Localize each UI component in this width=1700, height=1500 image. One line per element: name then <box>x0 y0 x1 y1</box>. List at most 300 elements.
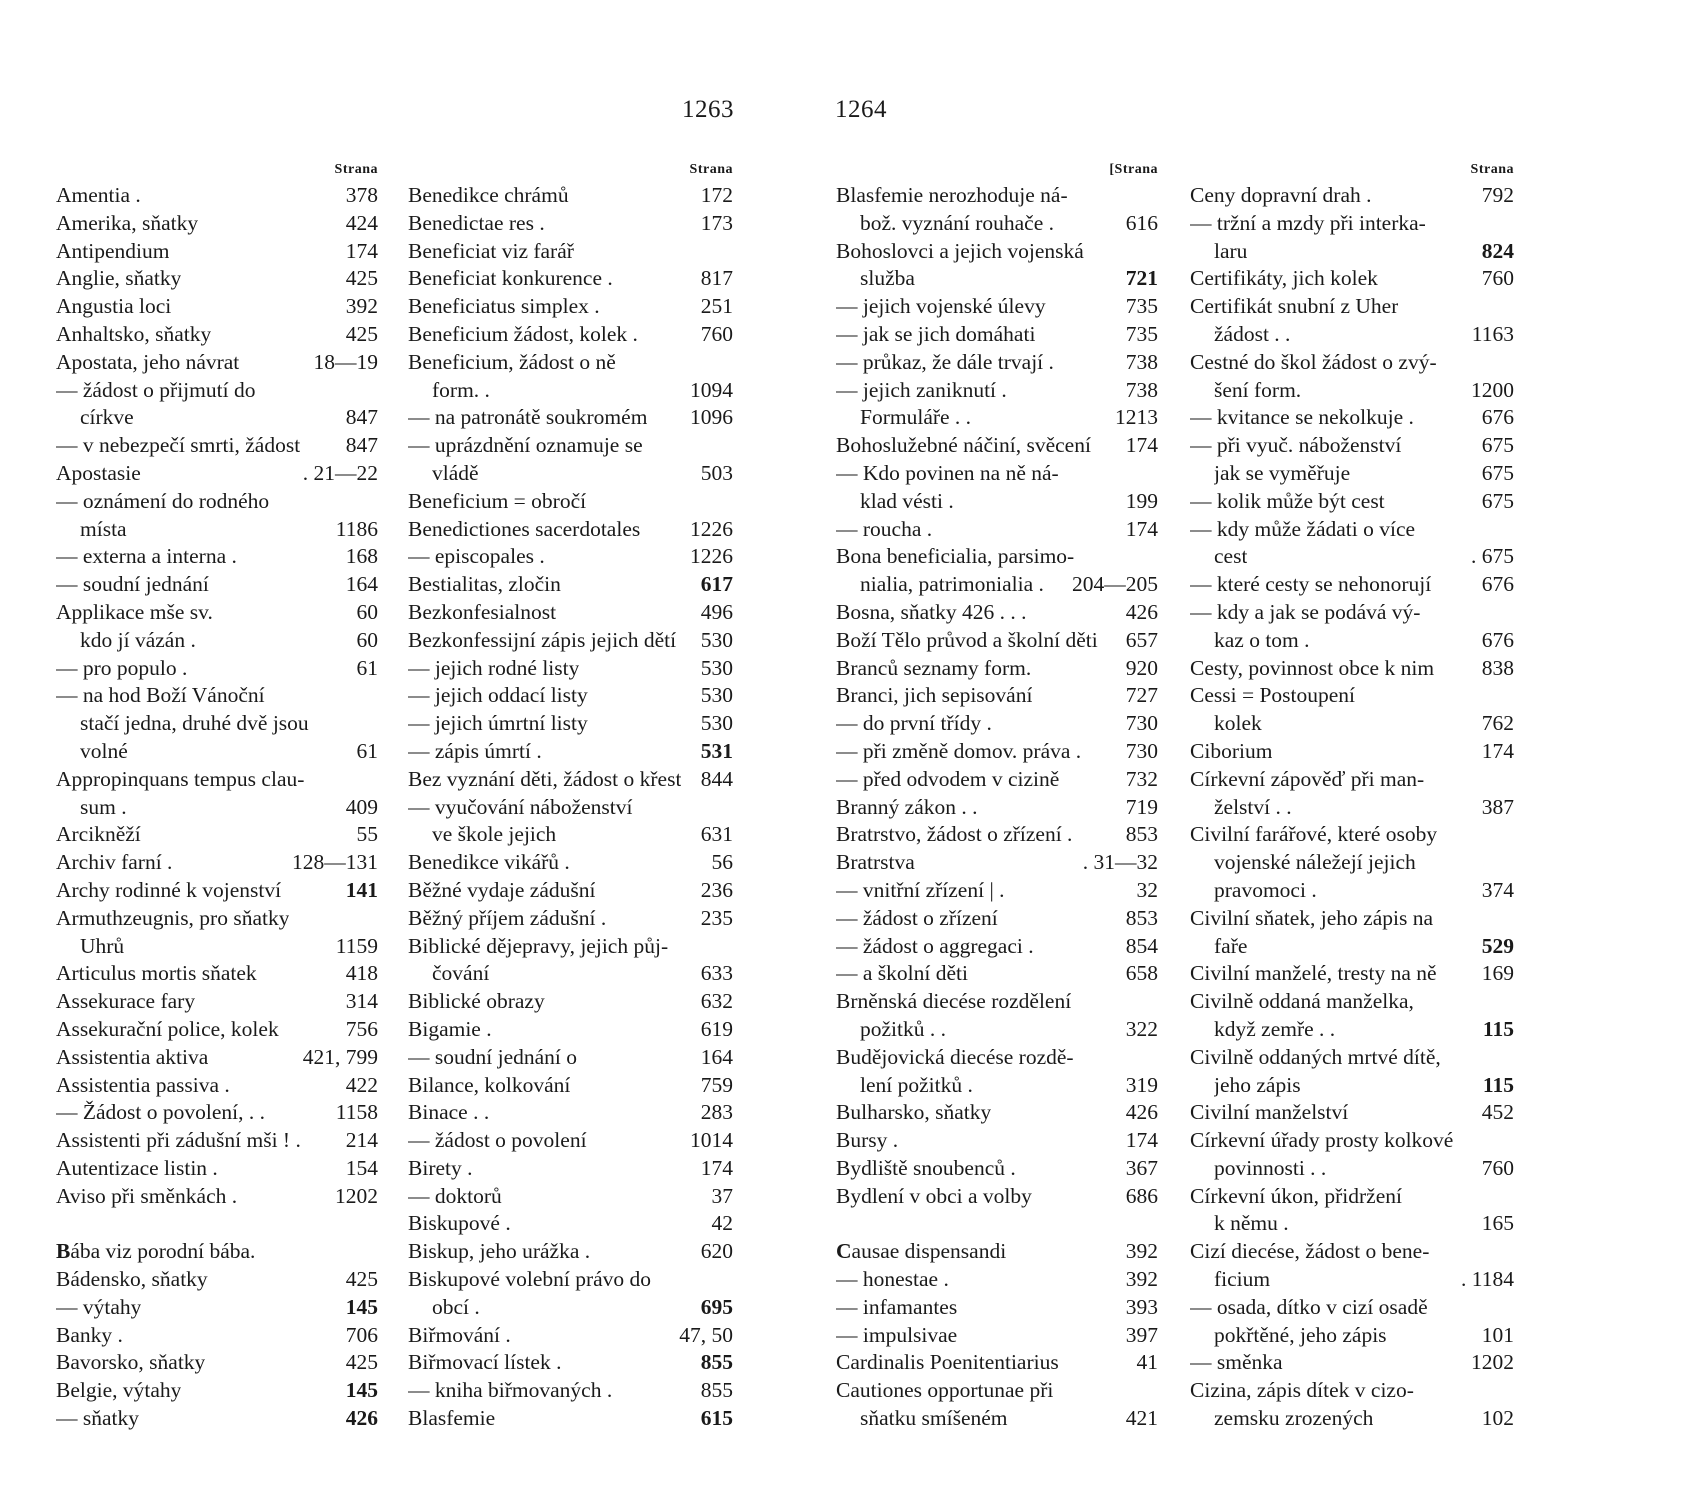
page-reference: 1014 <box>690 1128 733 1153</box>
index-entry <box>56 1155 378 1183</box>
index-entry <box>836 432 1158 460</box>
page-reference: 1096 <box>690 405 733 430</box>
index-entry <box>1190 1183 1514 1211</box>
index-entry <box>56 1072 378 1100</box>
page-reference: 738 <box>1125 349 1158 374</box>
entry-term: — kniha biřmovaných . <box>408 1378 613 1403</box>
index-entry <box>56 1016 378 1044</box>
entry-term: Anhaltsko, sňatky <box>56 321 212 346</box>
page-reference: 55 <box>356 822 378 847</box>
page-reference: 174 <box>1481 738 1514 763</box>
index-entry-continuation <box>836 404 1158 432</box>
page-reference: 762 <box>1481 711 1514 736</box>
page-reference: 174 <box>1125 1128 1158 1153</box>
index-entry <box>836 377 1158 405</box>
page-reference: 145 <box>345 1378 378 1403</box>
page-reference: 426 <box>1125 599 1158 624</box>
entry-term: Belgie, výtahy <box>56 1378 182 1403</box>
index-entry <box>1190 655 1514 683</box>
entry-term: — episcopales . <box>408 544 545 569</box>
index-entry <box>56 265 378 293</box>
index-entry-continuation <box>408 1294 733 1322</box>
entry-term: Bezkonfessijní zápis jejich dětí <box>408 627 677 652</box>
page-reference: 141 <box>345 877 378 902</box>
page-reference: 128—131 <box>292 850 378 875</box>
index-entry <box>408 738 733 766</box>
section-gap <box>56 1210 378 1238</box>
index-entry <box>408 1183 733 1211</box>
entry-term <box>836 1238 1006 1266</box>
page-reference: 424 <box>345 210 378 235</box>
page-reference: 847 <box>345 405 378 430</box>
page-reference: 530 <box>700 683 733 708</box>
page-reference: 1186 <box>335 516 378 541</box>
index-entry <box>408 988 733 1016</box>
entry-term: — soudní jednání <box>56 572 209 597</box>
index-entry <box>408 849 733 877</box>
entry-term: Cessi = Postoupení <box>1190 683 1356 708</box>
index-entry <box>836 182 1158 210</box>
entry-term: — a školní děti <box>836 961 968 986</box>
entry-term-rest: ába viz porodní bába. <box>70 1239 256 1264</box>
entry-term: Biřmovací lístek . <box>408 1350 562 1375</box>
entry-term: Articulus mortis sňatek <box>56 961 257 986</box>
entry-term: kolek <box>1214 711 1262 736</box>
entry-term: — žádost o aggregaci . <box>836 933 1034 958</box>
index-entry-continuation <box>1190 1405 1514 1433</box>
entry-term: vojenské náležejí jejich <box>1214 850 1416 875</box>
entry-term: Bestialitas, zločin <box>408 572 561 597</box>
entry-term: — pro populo . <box>56 655 188 680</box>
page-reference: 425 <box>345 1267 378 1292</box>
index-entry <box>836 516 1158 544</box>
index-entry <box>408 627 733 655</box>
entry-term: — při vyuč. náboženství <box>1190 433 1402 458</box>
index-entry <box>56 960 378 988</box>
entry-term: Beneficium = obročí <box>408 488 587 513</box>
index-entry <box>408 210 733 238</box>
entry-term: Blasfemie nerozhoduje ná- <box>836 183 1068 207</box>
page-reference: 530 <box>700 655 733 680</box>
page-reference: 421 <box>1125 1406 1158 1431</box>
index-entry-continuation <box>836 1016 1158 1044</box>
index-entry <box>1190 1377 1514 1405</box>
page-reference: 174 <box>700 1155 733 1180</box>
index-entry <box>56 1349 378 1377</box>
index-entry <box>836 1349 1158 1377</box>
index-entry <box>836 960 1158 988</box>
index-entry <box>836 543 1158 571</box>
index-entry <box>836 1322 1158 1350</box>
index-entry <box>408 905 733 933</box>
page-reference: 792 <box>1481 183 1514 207</box>
entry-term: Církevní úkon, přidržení <box>1190 1183 1402 1208</box>
index-entry <box>1190 905 1514 933</box>
entry-term: — osada, dítko v cizí osadě <box>1190 1294 1428 1319</box>
index-entry <box>408 265 733 293</box>
entry-term: Archiv farní . <box>56 850 173 875</box>
index-entry <box>408 404 733 432</box>
entry-term: Armuthzeugnis, pro sňatky <box>56 905 290 930</box>
index-entry <box>56 1266 378 1294</box>
index-entry <box>836 1099 1158 1127</box>
column-heading-strana: Strana <box>334 162 378 177</box>
entry-term: — na hod Boží Vánoční <box>56 683 265 708</box>
index-entry <box>836 1183 1158 1211</box>
index-entry <box>56 1405 378 1433</box>
page-reference: 397 <box>1125 1322 1158 1347</box>
index-entry-continuation <box>836 488 1158 516</box>
entry-term: — infamantes <box>836 1294 958 1319</box>
entry-term: — soudní jednání o <box>408 1044 577 1069</box>
index-entry <box>1190 488 1514 516</box>
entry-term: lení požitků . <box>860 1072 973 1097</box>
page-reference: 426 <box>1125 1100 1158 1125</box>
entry-term: — výtahy <box>56 1294 142 1319</box>
index-entry <box>1190 349 1514 377</box>
page-reference: 426 <box>345 1406 378 1431</box>
page-reference: 174 <box>345 238 378 263</box>
entry-term: Formuláře . . <box>860 405 972 430</box>
index-entry <box>1190 821 1514 849</box>
index-entry <box>408 710 733 738</box>
page-reference: 378 <box>345 183 378 207</box>
page-reference: 732 <box>1125 766 1158 791</box>
page-reference: 920 <box>1125 655 1158 680</box>
entry-term: — jejich oddací listy <box>408 683 588 708</box>
entry-term: stačí jedna, druhé dvě jsou <box>80 711 309 736</box>
entry-term: Birety . <box>408 1155 473 1180</box>
entry-term: kdo jí vázán . <box>80 627 196 652</box>
entry-term-rest: ausae dispensandi <box>851 1239 1007 1264</box>
page-reference: 47, 50 <box>679 1322 733 1347</box>
page-reference: 392 <box>345 294 378 319</box>
page-reference: . 31—32 <box>1082 850 1158 875</box>
index-entry <box>56 1127 378 1155</box>
entry-term: Cautiones opportunae při <box>836 1378 1054 1403</box>
page-reference: 727 <box>1125 683 1158 708</box>
index-entry <box>1190 988 1514 1016</box>
page-reference: 452 <box>1481 1100 1514 1125</box>
page-reference: 37 <box>711 1183 733 1208</box>
index-entry <box>408 238 733 266</box>
index-column-2 <box>408 162 733 1433</box>
page-reference: 367 <box>1125 1155 1158 1180</box>
index-entry <box>408 877 733 905</box>
entry-term: — uprázdnění oznamuje se <box>408 433 643 458</box>
entry-term: šení form. <box>1214 377 1302 402</box>
page-reference: 676 <box>1481 627 1514 652</box>
page-reference: 60 <box>356 627 378 652</box>
index-entry-continuation <box>56 627 378 655</box>
entry-term: Budějovická diecése rozdě- <box>836 1044 1074 1069</box>
index-entry-continuation <box>1190 933 1514 961</box>
page-reference: 1094 <box>690 377 733 402</box>
index-entry-continuation <box>1190 627 1514 655</box>
page-reference: 658 <box>1125 961 1158 986</box>
index-entry <box>836 849 1158 877</box>
entry-term: Cardinalis Poenitentiarius <box>836 1350 1059 1375</box>
page-reference: 374 <box>1481 877 1514 902</box>
page-reference: 631 <box>700 822 733 847</box>
page-reference: 760 <box>1481 1155 1514 1180</box>
index-entry <box>56 543 378 571</box>
page-reference: 503 <box>700 460 733 485</box>
entry-term: Certifikát snubní z Uher <box>1190 294 1399 319</box>
index-entry <box>408 1016 733 1044</box>
index-entry-continuation <box>56 516 378 544</box>
index-entry <box>1190 599 1514 627</box>
index-entry <box>408 1266 733 1294</box>
index-column-4 <box>1190 162 1514 1433</box>
index-entry <box>1190 432 1514 460</box>
index-entry <box>56 1183 378 1211</box>
page-reference: 56 <box>711 850 733 875</box>
index-entry <box>56 655 378 683</box>
index-entry <box>56 1238 378 1266</box>
entry-term: — před odvodem v cizině <box>836 766 1060 791</box>
page-number-left: 1263 <box>682 96 734 123</box>
entry-term: — zápis úmrtí . <box>408 738 542 763</box>
entry-term: Bezkonfesialnost <box>408 599 557 624</box>
entry-term: Cizí diecése, žádost o bene- <box>1190 1239 1430 1264</box>
index-entry-continuation <box>836 265 1158 293</box>
index-entry <box>1190 1044 1514 1072</box>
index-entry <box>1190 1099 1514 1127</box>
page-reference: 496 <box>700 599 733 624</box>
entry-term: — žádost o zřízení <box>836 905 998 930</box>
entry-term: Bosna, sňatky 426 . . . <box>836 599 1027 624</box>
entry-term: žádost . . <box>1214 321 1291 346</box>
entry-term: požitků . . <box>860 1016 946 1041</box>
page-reference: 41 <box>1136 1350 1158 1375</box>
entry-term: Bigamie . <box>408 1016 492 1041</box>
index-entry <box>836 905 1158 933</box>
entry-term: — na patronátě soukromém <box>408 405 648 430</box>
index-entry-continuation <box>836 210 1158 238</box>
page-reference: 759 <box>700 1072 733 1097</box>
page-reference: 531 <box>700 738 733 763</box>
entry-term: Běžný příjem zádušní . <box>408 905 607 930</box>
page-reference: 214 <box>345 1128 378 1153</box>
index-entry <box>56 877 378 905</box>
index-entry <box>836 1238 1158 1266</box>
page-reference: 824 <box>1481 238 1514 263</box>
page-reference: 164 <box>345 572 378 597</box>
entry-term: Bratrstva <box>836 850 915 875</box>
index-entry-continuation <box>56 710 378 738</box>
entry-term: — žádost o přijmutí do <box>56 377 256 402</box>
page-reference: 236 <box>700 877 733 902</box>
page-reference: 392 <box>1125 1239 1158 1264</box>
page-reference: 855 <box>700 1350 733 1375</box>
entry-term: — jejich zaniknutí . <box>836 377 1007 402</box>
index-entry <box>408 933 733 961</box>
entry-term: Bratrstvo, žádost o zřízení . <box>836 822 1073 847</box>
index-entry <box>408 1072 733 1100</box>
entry-term: Benedikce chrámů <box>408 183 569 207</box>
index-column-1 <box>56 162 378 1433</box>
page-reference: 314 <box>345 989 378 1014</box>
index-entry <box>1190 1294 1514 1322</box>
page-reference: 61 <box>356 738 378 763</box>
entry-term: Blasfemie <box>408 1406 496 1431</box>
index-entry <box>56 1322 378 1350</box>
entry-term: když zemře . . <box>1214 1016 1336 1041</box>
entry-term: Bavorsko, sňatky <box>56 1350 206 1375</box>
index-entry <box>836 293 1158 321</box>
page-reference: 32 <box>1136 877 1158 902</box>
index-entry <box>836 710 1158 738</box>
index-entry <box>1190 766 1514 794</box>
entry-term: služba <box>860 266 915 291</box>
page-reference: 204—205 <box>1072 572 1158 597</box>
page-reference: 425 <box>345 266 378 291</box>
page-reference: 817 <box>700 266 733 291</box>
index-entry <box>836 1377 1158 1405</box>
entry-term: — sňatky <box>56 1406 140 1431</box>
index-entry <box>1190 571 1514 599</box>
page-reference: 675 <box>1481 488 1514 513</box>
page-reference: 421, 799 <box>302 1044 378 1069</box>
index-entry-continuation <box>836 1405 1158 1433</box>
page-reference: 393 <box>1125 1294 1158 1319</box>
entry-term: — které cesty se nehonorují <box>1190 572 1432 597</box>
index-entry <box>56 766 378 794</box>
entry-term: Apostata, jeho návrat <box>56 349 240 374</box>
index-entry <box>408 655 733 683</box>
index-entry <box>836 933 1158 961</box>
entry-term: — při změně domov. práva . <box>836 738 1082 763</box>
entry-term: Civilní sňatek, jeho zápis na <box>1190 905 1434 930</box>
entry-term: Branný zákon . . <box>836 794 978 819</box>
page-reference: 174 <box>1125 433 1158 458</box>
index-entry <box>56 1099 378 1127</box>
index-entry <box>56 432 378 460</box>
entry-term: Bádensko, sňatky <box>56 1267 208 1292</box>
page-reference: 760 <box>700 321 733 346</box>
entry-term: čování <box>432 961 490 986</box>
entry-term: Beneficium, žádost o ně <box>408 349 616 374</box>
entry-term: Biřmování . <box>408 1322 511 1347</box>
entry-term: místa <box>80 516 127 541</box>
page-reference: 154 <box>345 1155 378 1180</box>
entry-term: Beneficiat konkurence . <box>408 266 613 291</box>
entry-term: — jejich rodné listy <box>408 655 580 680</box>
entry-term: Bohoslužebné náčiní, svěcení <box>836 433 1091 458</box>
entry-term: ve škole jejich <box>432 822 557 847</box>
column-heading-strana: Strana <box>1470 162 1514 177</box>
page-reference: 695 <box>700 1294 733 1319</box>
entry-term: Bohoslovci a jejich vojenská <box>836 238 1084 263</box>
page-reference: 730 <box>1125 711 1158 736</box>
entry-term: Bona beneficialia, parsimo- <box>836 544 1075 569</box>
entry-term: povinnosti . . <box>1214 1155 1327 1180</box>
entry-term: Beneficium žádost, kolek . <box>408 321 638 346</box>
index-entry <box>408 293 733 321</box>
index-entry <box>408 516 733 544</box>
index-entry <box>1190 1238 1514 1266</box>
page-reference: 855 <box>700 1378 733 1403</box>
index-entry-continuation <box>56 933 378 961</box>
page-reference: 617 <box>700 572 733 597</box>
index-entry-continuation <box>1190 1016 1514 1044</box>
page-reference: 615 <box>700 1406 733 1431</box>
page-reference: 1213 <box>1115 405 1158 430</box>
page-reference: 169 <box>1481 961 1514 986</box>
entry-term: Autentizace listin . <box>56 1155 218 1180</box>
page-reference: 735 <box>1125 294 1158 319</box>
page-reference: 172 <box>700 183 733 207</box>
index-entry <box>836 627 1158 655</box>
entry-term: Appropinquans tempus clau- <box>56 766 305 791</box>
index-entry <box>1190 293 1514 321</box>
column-heading-strana: Strana <box>689 162 733 177</box>
page-reference: 173 <box>700 210 733 235</box>
index-entry <box>836 321 1158 349</box>
entry-term: Beneficiatus simplex . <box>408 294 600 319</box>
page-reference: 633 <box>700 961 733 986</box>
index-entry <box>1190 960 1514 988</box>
index-entry-continuation <box>1190 1155 1514 1183</box>
entry-term: Civilní manželství <box>1190 1100 1349 1125</box>
entry-term: — oznámení do rodného <box>56 488 270 513</box>
page-reference: 199 <box>1125 488 1158 513</box>
entry-term: Bilance, kolkování <box>408 1072 571 1097</box>
page-reference: 760 <box>1481 266 1514 291</box>
index-entry <box>56 1294 378 1322</box>
entry-term: — honestae . <box>836 1267 949 1292</box>
index-entry <box>1190 265 1514 293</box>
page-reference: . 675 <box>1471 544 1514 569</box>
entry-term: Assekurační police, kolek <box>56 1016 279 1041</box>
entry-term: Bulharsko, sňatky <box>836 1100 992 1125</box>
entry-term: želství . . <box>1214 794 1292 819</box>
page-reference: 1202 <box>1471 1350 1514 1375</box>
page-reference: 319 <box>1125 1072 1158 1097</box>
entry-term: Civilní farářové, které osoby <box>1190 822 1438 847</box>
index-entry <box>56 377 378 405</box>
entry-term: Amerika, sňatky <box>56 210 199 235</box>
page-reference: 1226 <box>690 516 733 541</box>
page-reference: 409 <box>345 794 378 819</box>
index-entry-continuation <box>836 1072 1158 1100</box>
entry-term: kaz o tom . <box>1214 627 1310 652</box>
entry-term: Boží Tělo průvod a školní děti <box>836 627 1098 652</box>
index-entry <box>836 349 1158 377</box>
entry-term: Angustia loci <box>56 294 172 319</box>
page-reference: 854 <box>1125 933 1158 958</box>
index-entry <box>56 293 378 321</box>
entry-term: Branci, jich sepisování <box>836 683 1033 708</box>
page-reference: 676 <box>1481 405 1514 430</box>
entry-term: Certifikáty, jich kolek <box>1190 266 1378 291</box>
entry-term: ficium <box>1214 1267 1271 1292</box>
page-reference: 756 <box>345 1016 378 1041</box>
entry-term: Binace . . <box>408 1100 490 1125</box>
index-entry-continuation <box>1190 710 1514 738</box>
page-reference: 738 <box>1125 377 1158 402</box>
entry-term: — průkaz, že dále trvají . <box>836 349 1054 374</box>
index-entry <box>56 1377 378 1405</box>
index-entry <box>56 1044 378 1072</box>
index-entry-continuation <box>408 377 733 405</box>
index-entry <box>408 682 733 710</box>
entry-term: — vyučování náboženství <box>408 794 633 819</box>
index-entry <box>56 182 378 210</box>
index-entry <box>56 210 378 238</box>
entry-term: Aviso při směnkách . <box>56 1183 238 1208</box>
